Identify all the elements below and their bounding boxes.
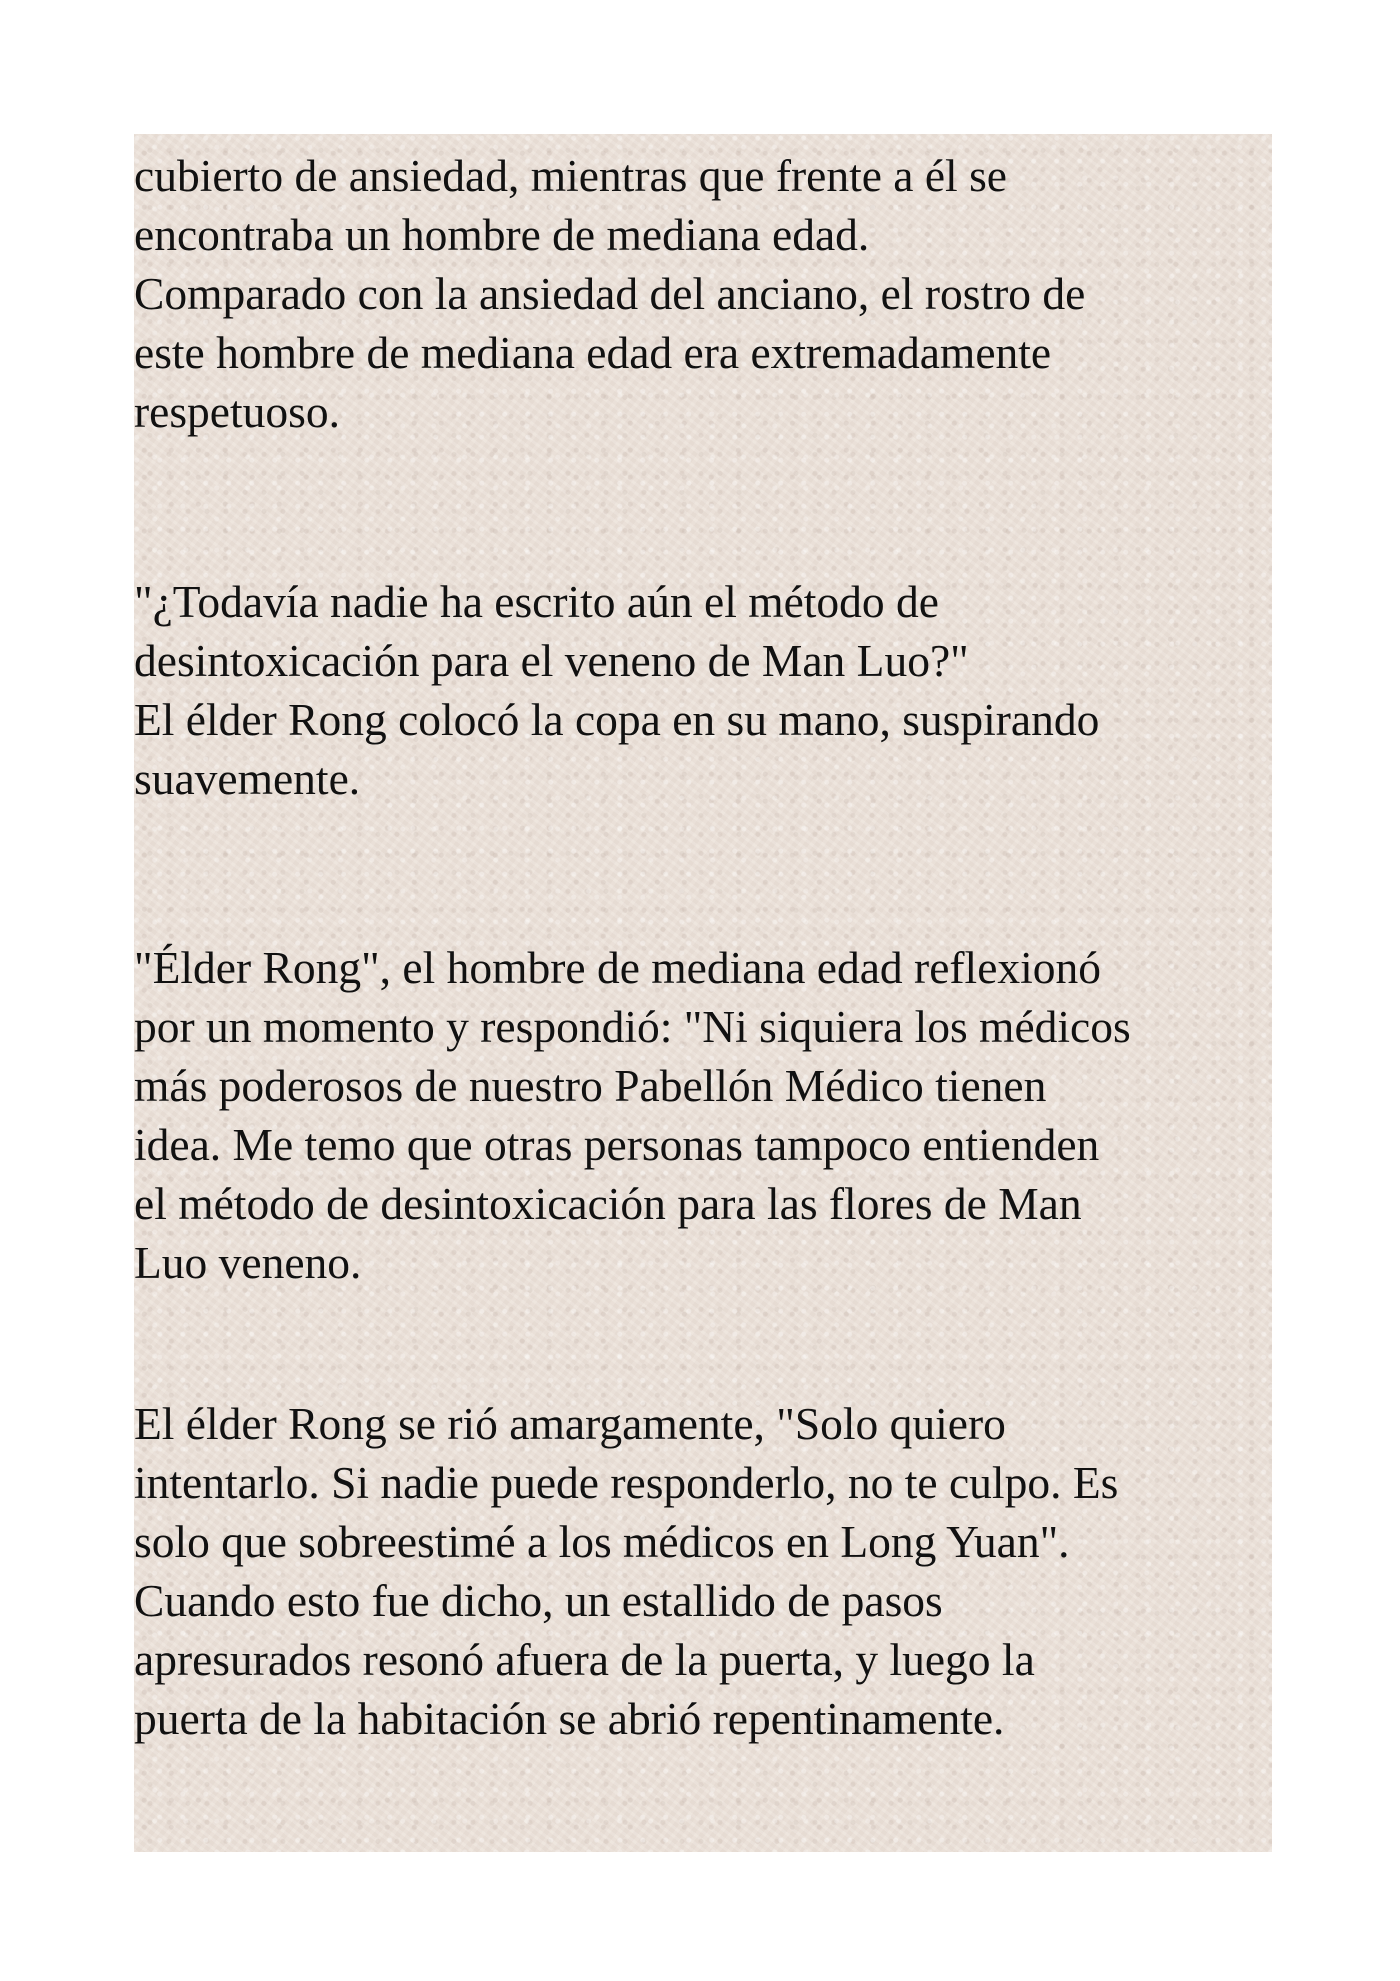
text-line: respetuoso.: [134, 386, 340, 437]
text-line: encontraba un hombre de mediana edad.: [134, 209, 870, 260]
text-line: idea. Me temo que otras personas tampoco entienden: [134, 1119, 1100, 1170]
paragraph-4: [134, 1394, 1118, 1748]
text-line: desintoxicación para el veneno de Man Luo?": [134, 635, 969, 686]
text-line: Luo veneno.: [134, 1237, 362, 1288]
text-line: por un momento y respondió: "Ni siquiera los médicos: [134, 1001, 1131, 1052]
text-line: solo que sobreestimé a los médicos en Long Yuan".: [134, 1516, 1070, 1567]
text-line: Comparado con la ansiedad del anciano, el rostro de: [134, 268, 1086, 319]
text-line: más poderosos de nuestro Pabellón Médico tienen: [134, 1060, 1047, 1111]
text-line: intentarlo. Si nadie puede responderlo, no te culpo. Es: [134, 1457, 1119, 1508]
paragraph-2: [134, 572, 1099, 808]
text-line: Cuando esto fue dicho, un estallido de pasos: [134, 1575, 943, 1626]
text-line: El élder Rong colocó la copa en su mano, suspirando: [134, 694, 1100, 745]
text-line: El élder Rong se rió amargamente, "Solo quiero: [134, 1398, 1006, 1449]
text-line: el método de desintoxicación para las flores de Man: [134, 1178, 1082, 1229]
text-line: puerta de la habitación se abrió repentinamente.: [134, 1693, 1005, 1744]
text-line: suavemente.: [134, 753, 361, 804]
paragraph-3: [134, 938, 1131, 1292]
paragraph-1: [134, 146, 1085, 441]
text-line: cubierto de ansiedad, mientras que frente a él se: [134, 150, 1007, 201]
text-line: "Élder Rong", el hombre de mediana edad reflexionó: [134, 942, 1102, 993]
text-line: este hombre de mediana edad era extremadamente: [134, 327, 1052, 378]
text-line: apresurados resonó afuera de la puerta, y luego la: [134, 1634, 1035, 1685]
page-paper: [134, 134, 1272, 1852]
text-line: "¿Todavía nadie ha escrito aún el método de: [134, 576, 940, 627]
